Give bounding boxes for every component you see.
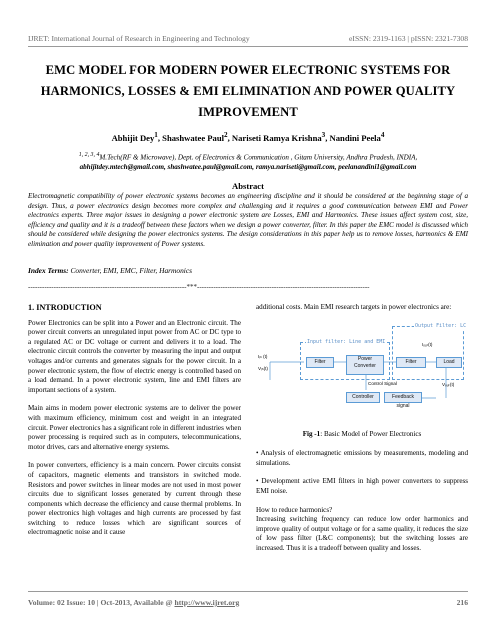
right-column	[256, 303, 468, 563]
paper-title: EMC MODEL FOR MODERN POWER ELECTRONIC SYSTEMS FOR HARMONICS, LOSSES & EMI ELIMINATION AND POWER QUALITY IMPROVEMENT	[40, 63, 456, 119]
author-list: Abhijit Dey$^1$, Shashwatee Paul$^2$, Nariseti Ramya Krishna$^3$, Nandini Peela$^4$	[111, 131, 385, 143]
power-label: Power	[357, 355, 373, 362]
paragraph: Increasing switching frequency can reduce low order harmonics and improve quality of output voltage or for a same quality, it reduces the size of low pass filter (L&C components); but the switching losses are increased. Thus it is a tradeoff between quality and losses.	[256, 515, 468, 552]
input-filter-label: Input filter: Line and EMI	[306, 338, 386, 348]
author-sup: 1	[154, 131, 158, 139]
block-diagram	[256, 318, 468, 426]
caption-text: : Basic Model of Power Electronics	[320, 429, 422, 438]
author-sup: 2	[224, 131, 228, 139]
iout-label: Iₒᵤₜ(t)	[422, 341, 433, 347]
feedback-signal-box: Feedback signal	[384, 392, 422, 403]
author-sup: 3	[321, 131, 326, 139]
paragraph: In power converters, efficiency is a main concern. Power circuits consist of capacitors, magnetic elements and transistors in switched mode. Resistors and power switches in linear modes are not used in most power circuits due to significant losses generated by current through these components which decrease the efficiency and cause thermal problems. In power electronics high voltages and high currents are processed by fast switching to reduce losses which are significant sources of electromagnetic noise and it cause	[28, 461, 241, 537]
running-header	[28, 34, 468, 43]
vin-label: Vᵢₙ(t)	[258, 365, 268, 371]
affiliation-sup: 1, 2, 3, 4	[78, 152, 100, 158]
output-filter-label: Output Filter: LC	[414, 322, 467, 332]
controller-box: Controller	[346, 392, 380, 403]
paragraph: additional costs. Main EMI research targets in power electronics are:	[256, 303, 452, 311]
author-name: Abhijit Dey	[111, 132, 155, 143]
control-signal-label: Control Signal	[368, 380, 397, 386]
paragraph: Power Electronics can be split into a Power and an Electronic circuit. The power circuit converts an unregulated input power from AC or DC type to a regulated AC or DC voltage or current and delivers it to a load. The electronic circuit controls the converter by measuring the input and output voltages and/or currents and generates signals for the power circuit. In a power electronic system, the flow of electric energy is controlled based on a load demand. In a power electronic system, line and EMI filters are important sections of a system.	[28, 318, 241, 394]
author-name: Shashwatee Paul	[162, 132, 225, 143]
paragraph: Main aims in modern power electronic systems are to deliver the power with maximum efficiency, minimum cost and weight in an integrated circuit. Power electronics has a significant role in different industries when power processing is required such as in computers, telecommunications, motor drives, cars and alternative energy systems.	[28, 404, 241, 451]
left-column	[28, 303, 241, 547]
author-name: Nandini Peela	[329, 132, 381, 143]
output-filter-group	[392, 326, 464, 380]
index-terms	[28, 266, 468, 275]
running-footer	[28, 598, 468, 607]
journal-name: IJRET: International Journal of Research in Engineering and Technology	[28, 34, 250, 43]
index-terms-text: Converter, EMI, EMC, Filter, Harmonics	[70, 266, 192, 275]
page-number: 216	[456, 598, 468, 607]
author-sup: 4	[380, 131, 385, 139]
vout-label: Vₒᵤₜ(t)	[442, 381, 455, 387]
affiliation	[28, 150, 468, 172]
abstract-text: Electromagnetic compatibility of power electronic systems becomes an engineering discipline and it should be considered at the beginning stage of a design. Thus, a power electronics design becomes more complex and challenging and it requires a good communication between EMI and Power electronics experts. Three major issues in designing a power electronic system are Losses, EMI and Harmonics. These issues affect system cost, size, efficiency and quality and it is a tradeoff between these factors when we design a power converter, filter. In this paper the EMC model is discussed which should be considered while designing the power electronics systems. The design considerations in this paper help us to remove losses, harmonics & EMI elimination and power quality improvement of Power systems.	[28, 192, 468, 248]
index-terms-label: Index Terms:	[28, 266, 69, 275]
section-heading: 1. INTRODUCTION	[28, 303, 102, 312]
caption-label: Fig -1	[302, 429, 321, 438]
journal-link[interactable]: http://www.ijret.org	[174, 598, 240, 607]
bullet-item: • Analysis of electromagnetic emissions by measurements, modeling and simulations.	[256, 449, 468, 467]
input-filter-box: Filter	[306, 357, 334, 368]
iin-label: Iᵢₙ (t)	[258, 353, 268, 359]
bullet-item: • Development active EMI filters in high power converters to suppress EMI noise.	[256, 477, 468, 495]
footer-volume-text: Volume: 02 Issue: 10 | Oct-2013, Available @	[28, 598, 173, 607]
author-emails[interactable]: abhijitdey.mtech@gmail.com, shashwatee.paul@gmail.com, ramya.nariseti@gmail.com, peelanandini1@gmail.com	[79, 163, 417, 172]
author-name: Nariseti Ramya Krishna	[231, 132, 322, 143]
load-box: Load	[436, 357, 462, 368]
section-separator: --------------------------------------------------------------------***--------------------------------------------------------------------------	[28, 283, 370, 291]
power-converter-box	[346, 355, 384, 375]
abstract-heading: Abstract	[232, 181, 264, 191]
affiliation-text: M.Tech(RF & Microwave), Dept. of Electronics & Communication , Gitam University, Andhra Pradesh, INDIA,	[99, 153, 418, 162]
output-filter-box: Filter	[396, 357, 426, 368]
figure-caption	[256, 430, 468, 440]
issn: eISSN: 2319-1163 | pISSN: 2321-7308	[349, 34, 468, 43]
footer-volume	[28, 598, 239, 607]
converter-label: Converter	[354, 363, 376, 370]
question-text: How to reduce harmonics?	[256, 505, 333, 514]
header-divider	[28, 46, 468, 47]
footer-divider	[28, 591, 468, 592]
